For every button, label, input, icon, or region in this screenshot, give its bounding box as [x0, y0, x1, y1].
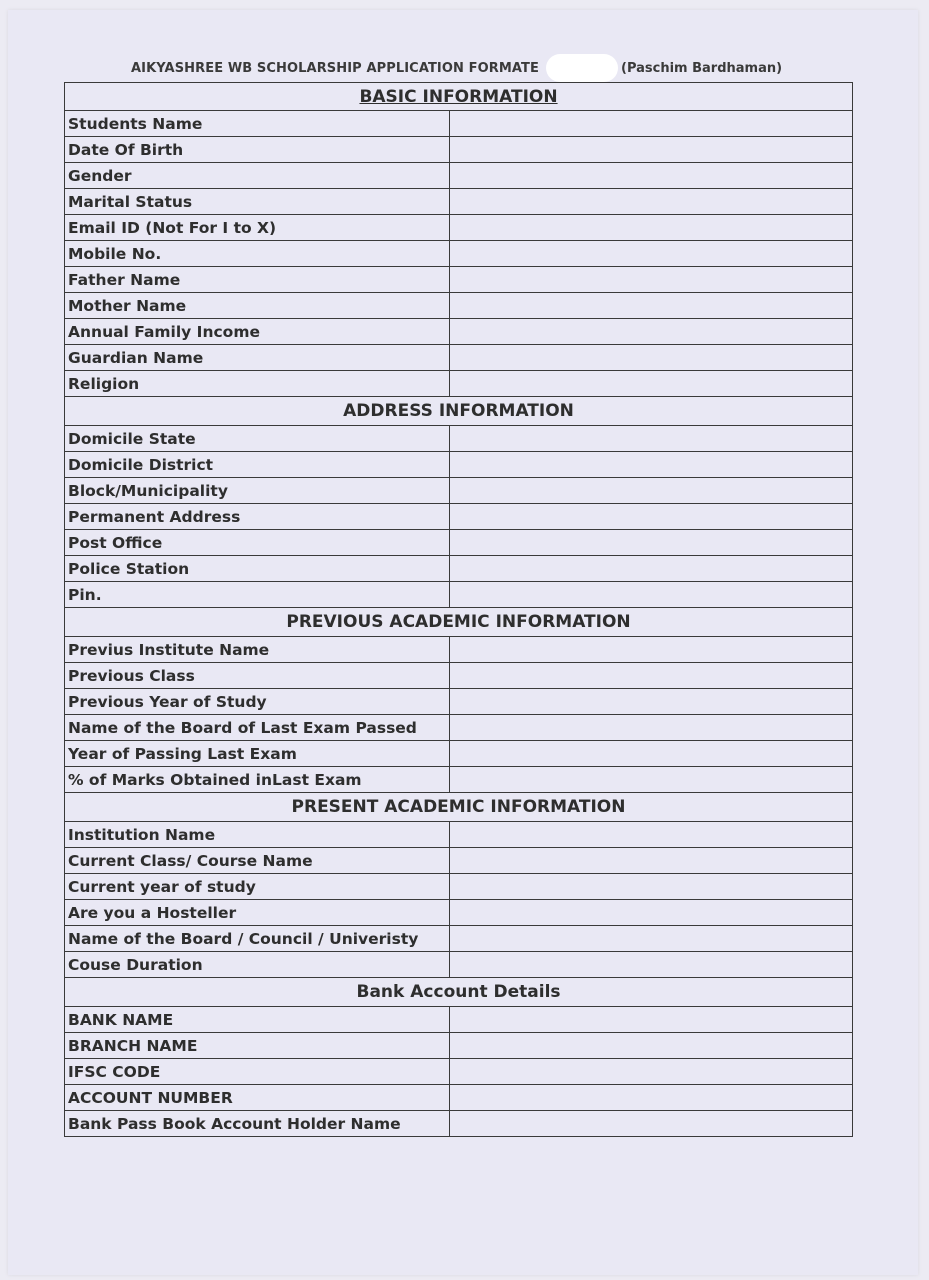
form-row: [65, 1033, 853, 1059]
form-row: [65, 452, 853, 478]
field-label: Current Class/ Course Name: [65, 848, 450, 874]
form-row: [65, 163, 853, 189]
field-value-cell[interactable]: [450, 556, 853, 582]
field-label: Father Name: [65, 267, 450, 293]
field-value-cell[interactable]: [450, 926, 853, 952]
section-header-previous: [65, 608, 853, 637]
field-label: Permanent Address: [65, 504, 450, 530]
field-value-cell[interactable]: [450, 111, 853, 137]
field-value-cell[interactable]: [450, 345, 853, 371]
field-label: IFSC CODE: [65, 1059, 450, 1085]
field-label: Mobile No.: [65, 241, 450, 267]
field-label: Current year of study: [65, 874, 450, 900]
form-row: [65, 741, 853, 767]
field-value-cell[interactable]: [450, 319, 853, 345]
field-label: ACCOUNT NUMBER: [65, 1085, 450, 1111]
form-row: [65, 371, 853, 397]
form-row: [65, 822, 853, 848]
form-row: [65, 215, 853, 241]
form-row: [65, 137, 853, 163]
field-value-cell[interactable]: [450, 504, 853, 530]
field-value-cell[interactable]: [450, 663, 853, 689]
form-row: [65, 426, 853, 452]
section-title: ADDRESS INFORMATION: [343, 401, 574, 421]
field-label: BANK NAME: [65, 1007, 450, 1033]
section-header-address: [65, 397, 853, 426]
form-row: [65, 530, 853, 556]
field-value-cell[interactable]: [450, 371, 853, 397]
field-value-cell[interactable]: [450, 582, 853, 608]
field-value-cell[interactable]: [450, 293, 853, 319]
field-value-cell[interactable]: [450, 163, 853, 189]
form-row: [65, 689, 853, 715]
form-row: [65, 1007, 853, 1033]
form-row: [65, 1085, 853, 1111]
form-row: [65, 952, 853, 978]
section-title: BASIC INFORMATION: [359, 86, 558, 107]
form-row: [65, 189, 853, 215]
form-row: [65, 926, 853, 952]
field-label: Domicile State: [65, 426, 450, 452]
redaction-mark: [546, 54, 618, 82]
section-header-basic: [65, 83, 853, 111]
form-row: [65, 319, 853, 345]
field-value-cell[interactable]: [450, 530, 853, 556]
field-value-cell[interactable]: [450, 215, 853, 241]
field-label: BRANCH NAME: [65, 1033, 450, 1059]
field-value-cell[interactable]: [450, 426, 853, 452]
field-value-cell[interactable]: [450, 1085, 853, 1111]
field-label: Bank Pass Book Account Holder Name: [65, 1111, 450, 1137]
field-label: Post Office: [65, 530, 450, 556]
field-label: Previous Class: [65, 663, 450, 689]
field-value-cell[interactable]: [450, 1007, 853, 1033]
form-row: [65, 345, 853, 371]
field-value-cell[interactable]: [450, 478, 853, 504]
form-row: [65, 637, 853, 663]
field-label: Marital Status: [65, 189, 450, 215]
field-label: Email ID (Not For I to X): [65, 215, 450, 241]
field-label: Date Of Birth: [65, 137, 450, 163]
field-label: Institution Name: [65, 822, 450, 848]
field-label: Domicile District: [65, 452, 450, 478]
field-label: Year of Passing Last Exam: [65, 741, 450, 767]
field-value-cell[interactable]: [450, 874, 853, 900]
section-title: PRESENT ACADEMIC INFORMATION: [291, 797, 626, 817]
field-label: % of Marks Obtained inLast Exam: [65, 767, 450, 793]
field-label: Name of the Board of Last Exam Passed: [65, 715, 450, 741]
form-row: [65, 504, 853, 530]
field-value-cell[interactable]: [450, 848, 853, 874]
section-title: PREVIOUS ACADEMIC INFORMATION: [286, 612, 631, 632]
form-row: [65, 663, 853, 689]
field-value-cell[interactable]: [450, 900, 853, 926]
form-row: [65, 293, 853, 319]
field-label: Pin.: [65, 582, 450, 608]
field-label: Annual Family Income: [65, 319, 450, 345]
form-row: [65, 1111, 853, 1137]
field-value-cell[interactable]: [450, 952, 853, 978]
field-value-cell[interactable]: [450, 689, 853, 715]
form-title: AIKYASHREE WB SCHOLARSHIP APPLICATION FORMATE: [131, 61, 540, 76]
field-value-cell[interactable]: [450, 715, 853, 741]
field-value-cell[interactable]: [450, 241, 853, 267]
form-row: [65, 241, 853, 267]
field-value-cell[interactable]: [450, 637, 853, 663]
field-value-cell[interactable]: [450, 189, 853, 215]
field-label: Couse Duration: [65, 952, 450, 978]
field-value-cell[interactable]: [450, 267, 853, 293]
field-value-cell[interactable]: [450, 1033, 853, 1059]
field-value-cell[interactable]: [450, 741, 853, 767]
field-label: Religion: [65, 371, 450, 397]
form-row: [65, 556, 853, 582]
field-value-cell[interactable]: [450, 1059, 853, 1085]
section-header-present: [65, 793, 853, 822]
form-row: [65, 582, 853, 608]
field-value-cell[interactable]: [450, 137, 853, 163]
field-label: Name of the Board / Council / Univeristy: [65, 926, 450, 952]
form-row: [65, 874, 853, 900]
form-row: [65, 267, 853, 293]
field-label: Guardian Name: [65, 345, 450, 371]
form-row: [65, 767, 853, 793]
field-label: Gender: [65, 163, 450, 189]
form-row: [65, 1059, 853, 1085]
field-label: Students Name: [65, 111, 450, 137]
field-label: Police Station: [65, 556, 450, 582]
section-header-bank: [65, 978, 853, 1007]
field-value-cell[interactable]: [450, 767, 853, 793]
form-row: [65, 478, 853, 504]
field-value-cell[interactable]: [450, 822, 853, 848]
field-label: Mother Name: [65, 293, 450, 319]
field-label: Previus Institute Name: [65, 637, 450, 663]
field-value-cell[interactable]: [450, 452, 853, 478]
field-label: Are you a Hosteller: [65, 900, 450, 926]
field-label: Block/Municipality: [65, 478, 450, 504]
form-row: [65, 111, 853, 137]
form-row: [65, 900, 853, 926]
application-form-table: [64, 82, 853, 1137]
section-title: Bank Account Details: [356, 982, 561, 1002]
district-label: (Paschim Bardhaman): [621, 61, 783, 76]
field-label: Previous Year of Study: [65, 689, 450, 715]
form-row: [65, 715, 853, 741]
field-value-cell[interactable]: [450, 1111, 853, 1137]
form-row: [65, 848, 853, 874]
